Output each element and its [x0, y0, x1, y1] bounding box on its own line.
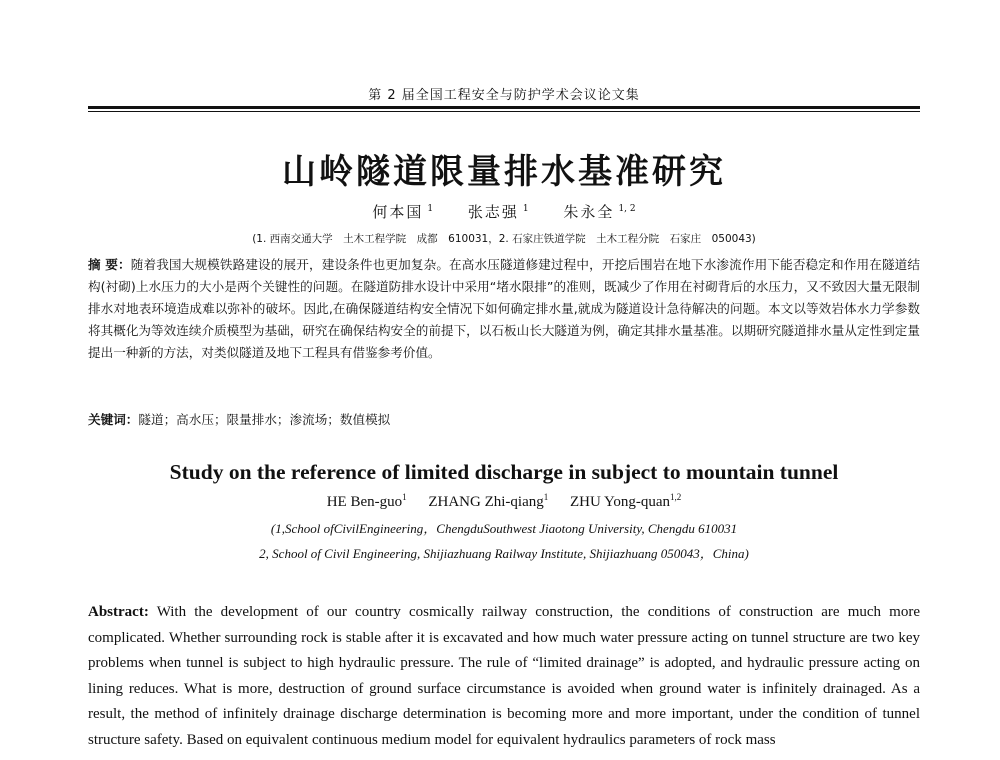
chinese-keywords-text: 隧道；高水压；限量排水；渗流场；数值模拟: [138, 412, 391, 427]
chinese-abstract-label: 摘 要：: [88, 257, 131, 272]
english-affiliation-2: 2, School of Civil Engineering, Shijiazhuang Railway Institute, Shijiazhuang 050043，China): [259, 546, 749, 561]
chinese-authors: [88, 201, 920, 222]
english-abstract-label: Abstract:: [88, 604, 149, 620]
chinese-affiliation: (1. 西南交通大学 土木工程学院 成都 610031，2. 石家庄铁道学院 土木工程分院 石家庄 050043): [252, 233, 756, 245]
running-head: 第 2 届全国工程安全与防护学术会议论文集: [368, 88, 640, 103]
header-rule-thick: [88, 106, 920, 109]
chinese-abstract: [88, 254, 920, 364]
english-title: Study on the reference of limited discharge in subject to mountain tunnel: [169, 460, 839, 484]
chinese-abstract-text: 随着我国大规模铁路建设的展开，建设条件也更加复杂。在高水压隧道修建过程中，开挖后围岩在地下水渗流作用下能否稳定和作用在隧道结构(衬砌)上水压力的大小是两个关键性的问题。在隧道防排水设计中采用“堵水限排”的准则，既减少了作用在衬砌背后的水压力，又不致因大量无限制排水对地表环境造成难以弥补的破坏。因此,在确保隧道结构安全情况下如何确定排水量,就成为隧道设计急待解决的问题。本文以等效岩体水力学参数将其概化为等效连续介质模型为基础，研究在确保结构安全的前提下，以石板山长大隧道为例，确定其排水量基准。以期研究隧道排水量从定性到定量提出一种新的方法，对类似隧道及地下工程具有借鉴参考价值。: [88, 257, 921, 360]
english-authors: [88, 492, 920, 511]
english-affiliation-1: (1,School ofCivilEngineering，ChengduSouthwest Jiaotong University, Chengdu 610031: [270, 521, 738, 536]
chinese-keywords-label: 关键词：: [88, 412, 139, 427]
english-abstract-text: With the development of our country cosmically railway construction, the conditions of construction are much more complicated. Whether surrounding rock is stable after it is excavated and how much water pressure acting on tunnel structure are two key problems when tunnel is subject to high hydraulic pressure. The rule of “limited drainage” is adopted, and hydraulic pressure acting on lining reduces. What is more, destruction of ground surface circumstance is avoided when ground water is infinitely drainaged. As a result, the method of infinitely drainage discharge determination is becoming more and more important, under the condition of tunnel structure safety. Based on equivalent continuous medium model for equivalent hydraulics parameters of rock mass: [88, 604, 920, 748]
chinese-title: 山岭隧道限量排水基准研究: [282, 152, 726, 192]
header-rule-thin: [88, 111, 920, 112]
english-abstract: [88, 600, 920, 753]
chinese-author-2: 张志强 $^1$: [467, 203, 529, 221]
chinese-author-3: 朱永全 $^{1, 2}$: [563, 203, 636, 221]
english-author-2: ZHANG Zhi-qiang$^1$: [428, 492, 549, 510]
chinese-author-1: 何本国 $^1$: [372, 203, 434, 221]
chinese-keywords: [88, 409, 920, 431]
english-author-3: ZHU Yong-quan$^{1,2}$: [570, 492, 682, 510]
english-author-1: HE Ben-guo$^1$: [326, 492, 407, 510]
